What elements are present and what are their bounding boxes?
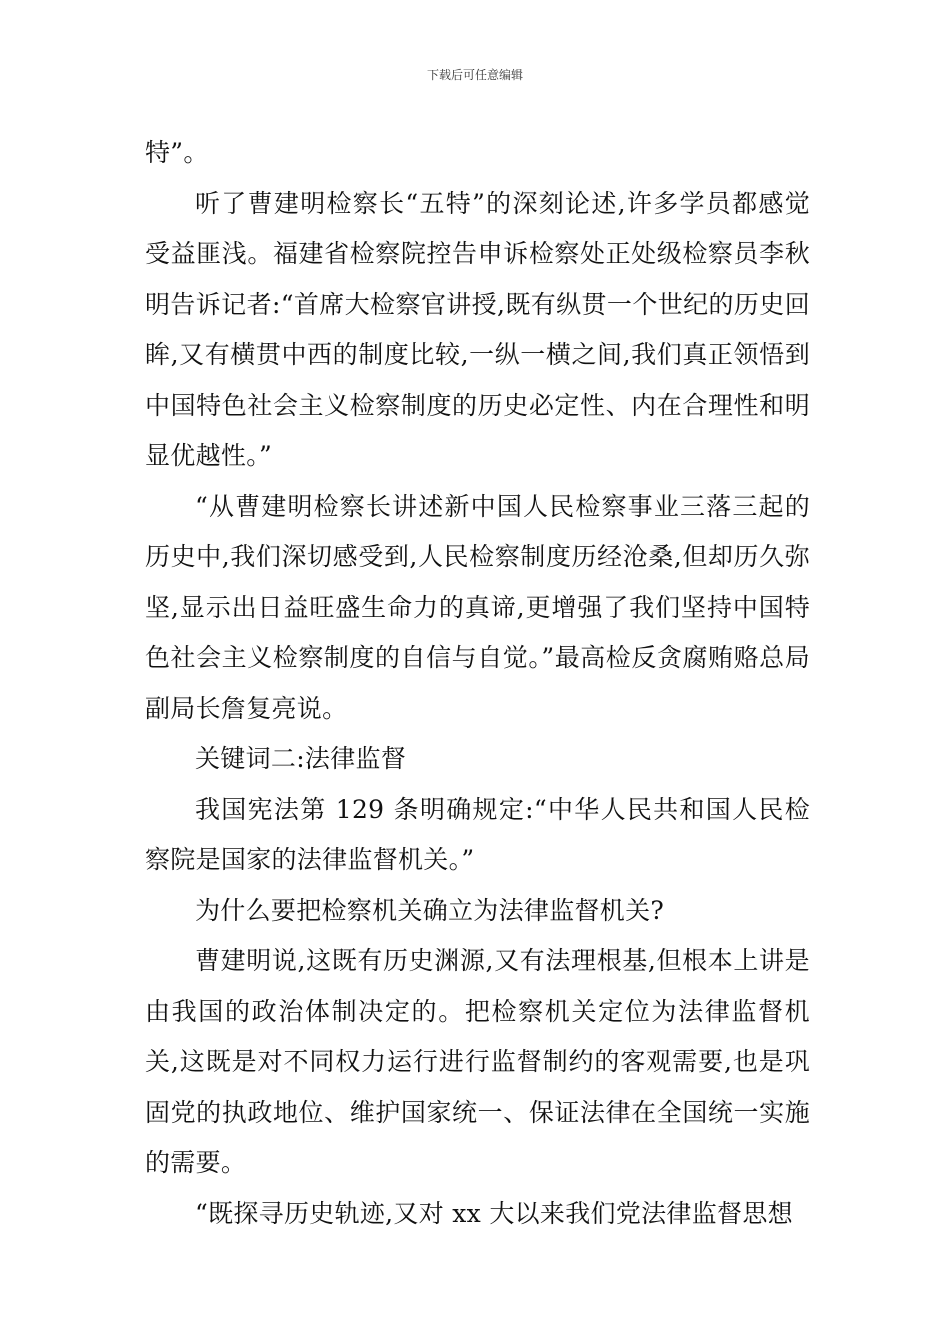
document-body — [145, 128, 810, 1239]
paragraph: 为什么要把检察机关确立为法律监督机关? — [195, 895, 665, 925]
paragraph: 曹建明说,这既有历史渊源,又有法理根基,但根本上讲是由我国的政治体制决定的。把检察机关定位为法律监督机关,这既是对不同权力运行进行监督制约的客观需要,也是巩固党的执政地位、维护国家统一、保证法律在全国统一实施的需要。 — [145, 946, 810, 1177]
page-header: 下载后可任意编辑 — [426, 68, 523, 82]
section-keyword-heading: 关键词二:法律监督 — [195, 744, 407, 773]
paragraph: 听了曹建明检察长“五特”的深刻论述,许多学员都感觉受益匪浅。福建省检察院控告申诉检察处正处级检察员李秋明告诉记者:“首席大检察官讲授,既有纵贯一个世纪的历史回眸,又有横贯中西的制度比较,一纵一横之间,我们真正领悟到中国特色社会主义检察制度的历史必定性、内在合理性和明显优越性。” — [145, 188, 810, 470]
paragraph: 特”。 — [145, 138, 209, 167]
paragraph: “从曹建明检察长讲述新中国人民检察事业三落三起的历史中,我们深切感受到,人民检察制度历经沧桑,但却历久弥坚,显示出日益旺盛生命力的真谛,更增强了我们坚持中国特色社会主义检察制度的自信与自觉。”最高检反贪腐贿赂总局副局长詹复亮说。 — [145, 491, 810, 723]
paragraph: “既探寻历史轨迹,又对 xx 大以来我们党法律监督思想 — [195, 1198, 793, 1228]
paragraph: 我国宪法第 129 条明确规定:“中华人民共和国人民检察院是国家的法律监督机关。” — [145, 794, 810, 874]
